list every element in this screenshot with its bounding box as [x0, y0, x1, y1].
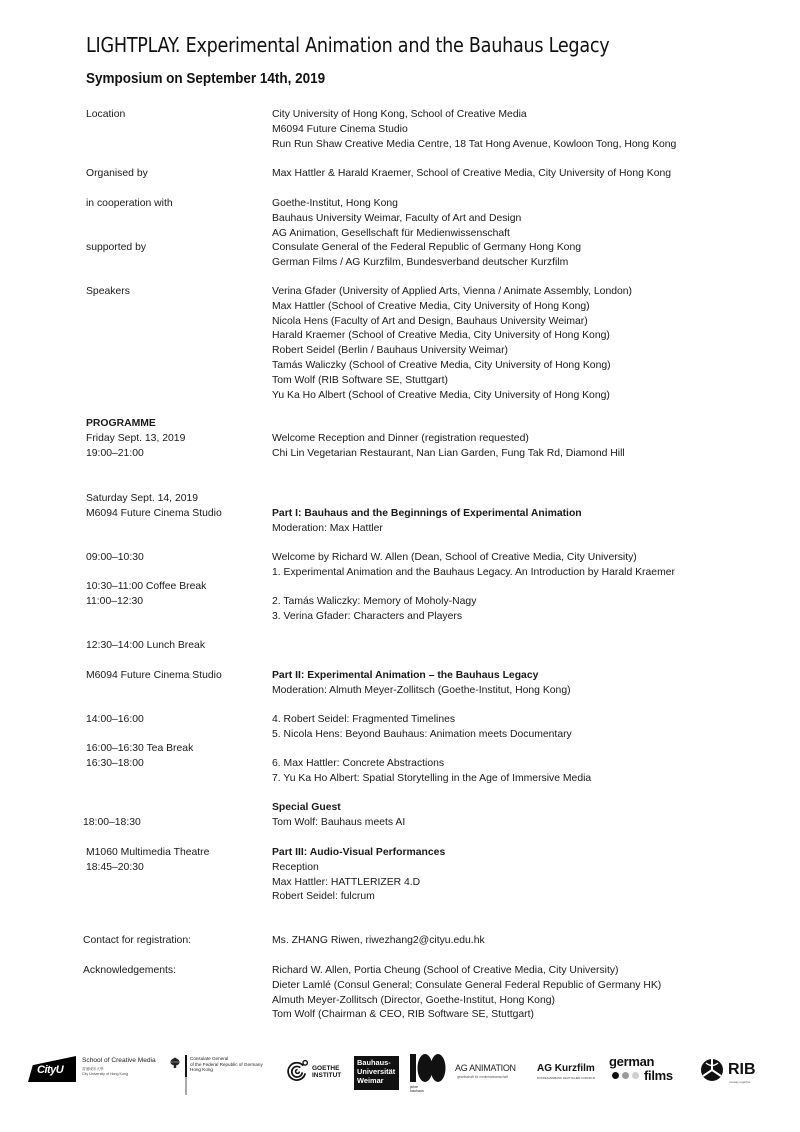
- part1-venue: M6094 Future Cinema Studio: [86, 507, 222, 519]
- part2-header: [272, 669, 571, 699]
- session-item: 2. Tamás Waliczky: Memory of Moholy-Nagy: [272, 596, 477, 607]
- bauhaus-100-line: bauhaus: [410, 1089, 424, 1093]
- slot4-time: 16:30–18:00: [86, 757, 144, 769]
- cooperation-line: Goethe-Institut, Hong Kong: [272, 198, 398, 209]
- bauhaus-100-logo: [410, 1053, 446, 1095]
- session-item: 7. Yu Ka Ho Albert: Spatial Storytelling in the Age of Immersive Media: [272, 772, 592, 784]
- scm-subtitle: [82, 1067, 128, 1077]
- location-line: M6094 Future Cinema Studio: [272, 123, 408, 135]
- supporter-line: Consulate General of the Federal Republic of Germany Hong Kong: [272, 242, 582, 253]
- supported-by-value: [272, 241, 581, 271]
- ag-kurzfilm-mark: AG Kurzfilm: [537, 1063, 595, 1074]
- document-title: LIGHTPLAY. Experimental Animation and the Bauhaus Legacy: [86, 33, 610, 57]
- friday-venue: Chi Lin Vegetarian Restaurant, Nan Lian Garden, Fung Tak Rd, Diamond Hill: [272, 447, 625, 459]
- session-item: 6. Max Hattler: Concrete Abstractions: [272, 758, 445, 769]
- symposium-date-heading: Symposium on September 14th, 2019: [86, 71, 326, 87]
- programme-heading: PROGRAMME: [86, 418, 156, 429]
- slot4-items: [272, 757, 591, 787]
- friday-time: 19:00–21:00: [86, 447, 144, 459]
- cityu-logo: [28, 1052, 168, 1088]
- slot2-items: [272, 595, 476, 625]
- session-item: 3. Verina Gfader: Characters and Players: [272, 610, 463, 622]
- eagle-icon: [170, 1057, 180, 1069]
- friday-details: [272, 432, 625, 462]
- slot3-time: 14:00–16:00: [86, 714, 144, 725]
- speaker-item: Robert Seidel (Berlin / Bauhaus University Weimar): [272, 345, 508, 357]
- goethe-logo: [285, 1056, 350, 1088]
- ag-kurzfilm-subtitle: BUNDESVERBAND DEUTSCHER KURZFILM: [537, 1076, 596, 1080]
- location-value: [272, 108, 676, 152]
- special-guest-heading: Special Guest: [272, 802, 341, 813]
- scm-name: School of Creative Media: [82, 1057, 156, 1064]
- special-guest-block: [272, 801, 405, 831]
- german-films-logo: [609, 1054, 689, 1090]
- bauhaus-100-mark: [410, 1053, 446, 1083]
- acknowledgement-item: Richard W. Allen, Portia Cheung (School of Creative Media, City University): [272, 965, 619, 976]
- session-item: 1. Experimental Animation and the Bauhaus Legacy. An Introduction by Harald Kraemer: [272, 566, 675, 578]
- supporter-line: German Films / AG Kurzfilm, Bundesverband deutscher Kurzfilm: [272, 256, 569, 268]
- speakers-label: Speakers: [86, 286, 130, 297]
- goethe-text: [312, 1065, 341, 1079]
- ag-animation-logo: [455, 1050, 535, 1086]
- cooperation-line: AG Animation, Gesellschaft für Medienwissenschaft: [272, 227, 510, 239]
- speaker-item: Harald Kraemer (School of Creative Media, City University of Hong Kong): [272, 330, 610, 342]
- consulate-text: [190, 1056, 263, 1073]
- german-films-dot: [622, 1072, 629, 1079]
- special-guest-time: 18:00–18:30: [83, 817, 141, 828]
- consulate-logo: [170, 1053, 280, 1097]
- goethe-spiral-icon: [285, 1058, 310, 1083]
- consulate-line: of the Federal Republic of Germany: [190, 1061, 263, 1067]
- part3-left: [86, 846, 209, 876]
- contact-value[interactable]: Ms. ZHANG Riwen, riwezhang2@cityu.edu.hk: [272, 935, 485, 946]
- german-films-dot: [612, 1072, 619, 1079]
- consulate-line: Hong Kong: [190, 1067, 213, 1073]
- partner-logo-strip: [0, 1050, 800, 1100]
- location-label: Location: [86, 109, 126, 120]
- speaker-item: Max Hattler (School of Creative Media, City University of Hong Kong): [272, 300, 590, 312]
- rib-emblem-icon: [700, 1058, 724, 1082]
- ag-animation-subtitle: gesellschaft für medienwissenschaft: [457, 1075, 509, 1079]
- slot2-time: 11:00–12:30: [86, 595, 144, 607]
- speaker-item: Yu Ka Ho Albert (School of Creative Media, City University of Hong Kong): [272, 389, 610, 401]
- cooperation-line: Bauhaus University Weimar, Faculty of Art and Design: [272, 212, 522, 224]
- german-films-bottom: films: [644, 1068, 673, 1083]
- rib-mark: RIB: [728, 1061, 756, 1078]
- lunch-break: 12:30–14:00 Lunch Break: [86, 640, 206, 651]
- acknowledgements-label: Acknowledgements:: [83, 965, 176, 976]
- part3-title: Part III: Audio-Visual Performances: [272, 847, 446, 858]
- slot1-items: [272, 551, 675, 581]
- part1-title: Part I: Bauhaus and the Beginnings of Experimental Animation: [272, 508, 582, 519]
- acknowledgement-item: Almuth Meyer-Zollitsch (Director, Goethe-Institut, Hong Kong): [272, 994, 555, 1006]
- part1-header: [272, 507, 582, 537]
- session-item: 5. Nicola Hens: Beyond Bauhaus: Animation meets Documentary: [272, 728, 572, 740]
- organised-by-label: Organised by: [86, 168, 148, 179]
- bauhaus-line: Universität: [357, 1067, 396, 1076]
- friday-event: Welcome Reception and Dinner (registration requested): [272, 433, 529, 444]
- speaker-item: Tom Wolf (RIB Software SE, Stuttgart): [272, 374, 448, 386]
- ag-animation-mark: AG ANIMATION: [455, 1063, 516, 1073]
- consulate-line: Consulate General: [190, 1056, 229, 1061]
- location-line: Run Run Shaw Creative Media Centre, 18 Tat Hong Avenue, Kowloon Tong, Hong Kong: [272, 138, 677, 150]
- bauhaus-100-text: [410, 1085, 424, 1093]
- part1-moderation: Moderation: Max Hattler: [272, 522, 383, 534]
- cityu-mark-text: CityU: [37, 1064, 64, 1076]
- acknowledgement-item: Dieter Lamlé (Consul General; Consulate General Federal Republic of Germany HK): [272, 979, 662, 991]
- speaker-item: Nicola Hens (Faculty of Art and Design, Bauhaus University Weimar): [272, 315, 588, 327]
- speaker-item: Tamás Waliczky (School of Creative Media, City University of Hong Kong): [272, 359, 611, 371]
- tea-break: 16:00–16:30 Tea Break: [86, 743, 194, 754]
- part3-venue: M1060 Multimedia Theatre: [86, 847, 210, 858]
- part3-items: [272, 846, 445, 905]
- acknowledgements-list: [272, 964, 661, 1023]
- friday-block-left: [86, 417, 185, 461]
- speaker-item: Verina Gfader (University of Applied Arts, Vienna / Animate Assembly, London): [272, 286, 633, 297]
- slot3-items: [272, 713, 572, 743]
- saturday-block-left: [86, 492, 222, 522]
- german-films-dot: [632, 1072, 639, 1079]
- bauhaus-line: Weimar: [357, 1076, 384, 1085]
- part2-moderation: Moderation: Almuth Meyer-Zollitsch (Goethe-Institut, Hong Kong): [272, 684, 571, 696]
- goethe-line: GOETHE: [312, 1065, 340, 1072]
- part3-time: 18:45–20:30: [86, 861, 144, 873]
- location-line: City University of Hong Kong, School of Creative Media: [272, 109, 527, 120]
- session-item: Welcome by Richard W. Allen (Dean, School of Creative Media, City University): [272, 552, 637, 563]
- ag-kurzfilm-logo: [537, 1051, 607, 1087]
- session-item: 4. Robert Seidel: Fragmented Timelines: [272, 714, 456, 725]
- consulate-divider: [185, 1055, 187, 1095]
- contact-label: Contact for registration:: [83, 935, 191, 946]
- session-item: Max Hattler: HATTLERIZER 4.D: [272, 876, 421, 888]
- rib-logo: [700, 1054, 770, 1090]
- rib-subtitle: runway together: [729, 1080, 751, 1084]
- german-films-top: german: [609, 1054, 655, 1069]
- acknowledgement-item: Tom Wolf (Chairman & CEO, RIB Software SE, Stuttgart): [272, 1009, 534, 1021]
- slot1-time: 09:00–10:30: [86, 552, 144, 563]
- saturday-date: Saturday Sept. 14, 2019: [86, 493, 199, 504]
- part2-venue: M6094 Future Cinema Studio: [86, 670, 222, 681]
- bauhaus-100-line: jahre: [410, 1085, 418, 1089]
- cooperation-label: in cooperation with: [86, 198, 173, 209]
- slot2-left: [86, 580, 206, 610]
- slot4-left: [86, 742, 193, 772]
- scm-chinese-name: 香港城市大學: [82, 1067, 104, 1071]
- special-guest-talk: Tom Wolf: Bauhaus meets AI: [272, 816, 406, 828]
- friday-date: Friday Sept. 13, 2019: [86, 432, 186, 444]
- scm-english-name: City University of Hong Kong: [82, 1072, 128, 1076]
- session-item: Robert Seidel: fulcrum: [272, 891, 375, 903]
- goethe-line: INSTITUT: [312, 1072, 342, 1079]
- speakers-list: [272, 285, 632, 403]
- cooperation-value: [272, 197, 521, 241]
- part2-title: Part II: Experimental Animation – the Bauhaus Legacy: [272, 670, 539, 681]
- session-item: Reception: [272, 861, 319, 873]
- bauhaus-university-box: [354, 1056, 399, 1090]
- supported-by-label: supported by: [86, 242, 147, 253]
- coffee-break: 10:30–11:00 Coffee Break: [86, 581, 207, 592]
- bauhaus-line: Bauhaus-: [357, 1058, 391, 1067]
- organised-by-value: Max Hattler & Harald Kraemer, School of Creative Media, City University of Hong Kong: [272, 168, 672, 179]
- bauhaus-university-logo: [354, 1056, 399, 1090]
